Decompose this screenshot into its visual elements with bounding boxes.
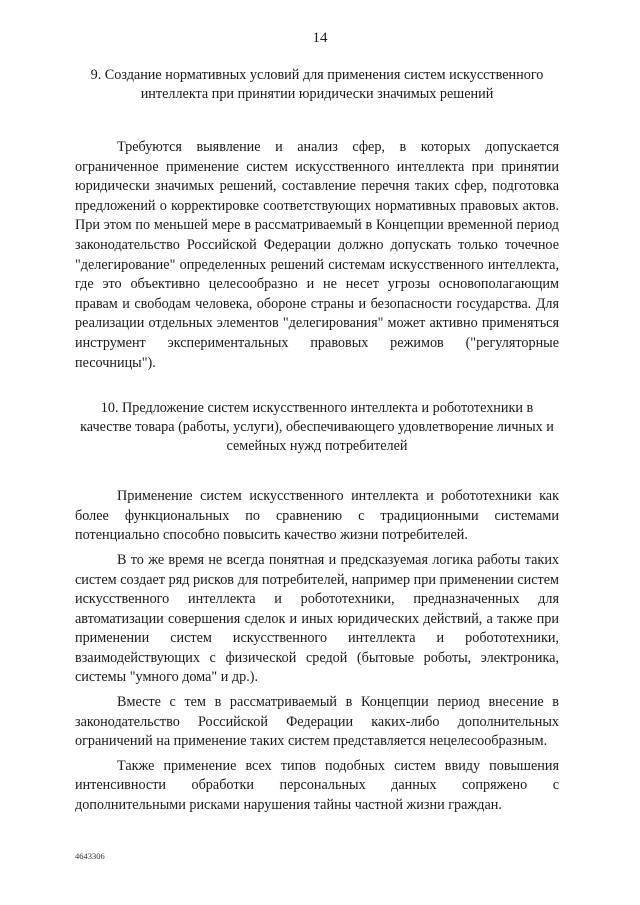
section-10-heading: 10. Предложение систем искусственного интеллекта и робототехники в качестве товара (работы, услуги), обеспечивающего удовлетворение личных и семейных нужд потребителей xyxy=(80,400,554,455)
section-9-paragraph-1: Требуются выявление и анализ сфер, в которых допускается ограниченное применение систем искусственного интеллекта при принятии юридически значимых решений, составление перечня таких сфер, подготовка предложений о корректировке соответствующих нормативных правовых актов. При этом по меньшей мере в рассматриваемый в Концепции временной период законодательство Российской Федерации должно допускать только точечное "делегирование" определенных решений системам искусственного интеллекта, где это объективно целесообразно и не несет угрозы основополагающим правам и свободам человека, обороне страны и безопасности государства. Для реализации отдельных элементов "делегирования" может активно применяться инструмент экспериментальных правовых режимов ("регуляторные песочницы"). xyxy=(75,139,559,371)
section-10-paragraph-2: В то же время не всегда понятная и предсказуемая логика работы таких систем создает ряд рисков для потребителей, например при применении систем искусственного интеллекта и робототехники, предназначенных для автоматизации совершения сделок и иных юридических действий, а также при применении систем искусственного интеллекта и робототехники, взаимодействующих с физической средой (бытовые роботы, электроника, системы "умного дома" и др.). xyxy=(75,551,559,686)
section-10-paragraph-3: Вместе с тем в рассматриваемый в Концепции период внесение в законодательство Российской Федерации каких-либо дополнительных ограничений на применение таких систем представляется нецелесообразным. xyxy=(75,694,559,750)
section-10-body xyxy=(75,487,559,816)
section-10-paragraph-4: Также применение всех типов подобных систем ввиду повышения интенсивности обработки персональных данных сопряжено с дополнительными рисками нарушения тайны частной жизни граждан. xyxy=(75,757,559,814)
section-9-body xyxy=(75,138,559,373)
page-number: 14 xyxy=(312,30,328,46)
document-body xyxy=(75,66,559,816)
document-code: 4643306 xyxy=(75,851,105,861)
section-10-paragraph-1: Применение систем искусственного интеллекта и робототехники как более функциональных по сравнению с традиционными системами потенциально способно повысить качество жизни потребителей. xyxy=(75,488,559,544)
section-9-heading: 9. Создание нормативных условий для применения систем искусственного интеллекта при принятии юридически значимых решений xyxy=(90,67,544,102)
